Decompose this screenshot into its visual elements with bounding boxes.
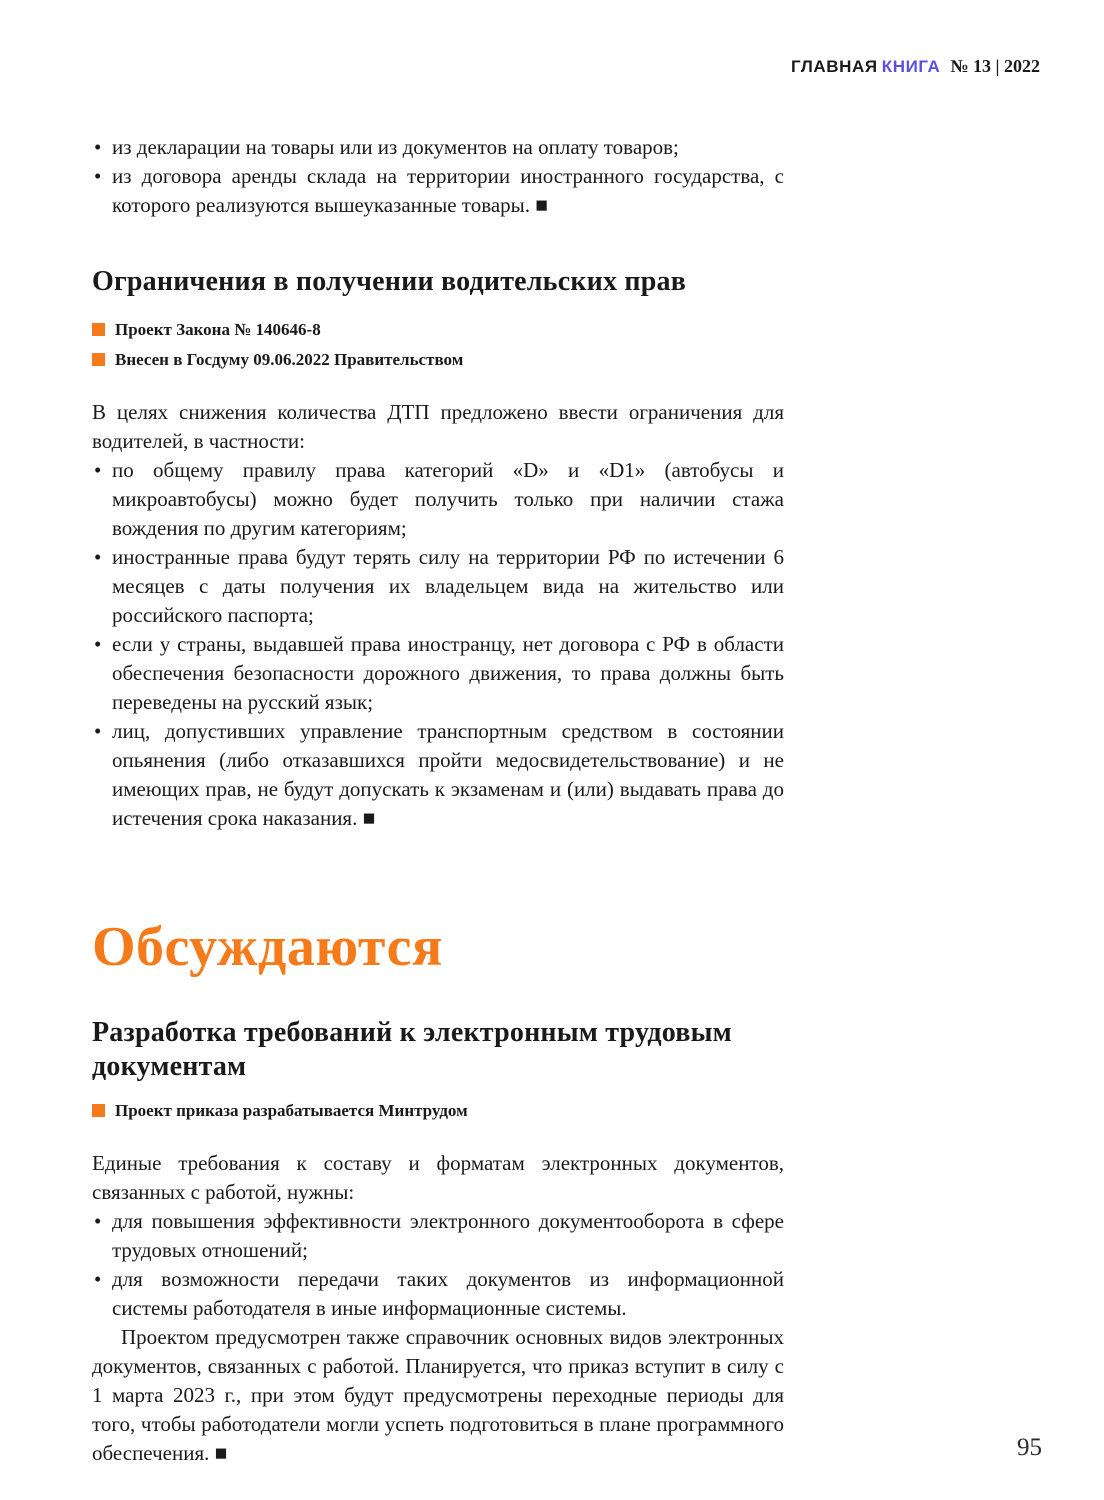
list-item [92, 456, 784, 543]
list-item-text: иностранные права будут терять силу на территории РФ по истечении 6 месяцев с даты получения их владельцем вида на жительство или российского паспорта; [112, 545, 784, 627]
meta-item-text: Проект Закона № 140646-8 [115, 320, 321, 339]
section-heading-discussed: Обсуждаются [92, 916, 443, 978]
meta-item [92, 1096, 784, 1126]
issue-number: № 13 | 2022 [950, 56, 1040, 76]
list-item [92, 543, 784, 630]
article-driver-license-limits [92, 265, 784, 833]
intro-bullet-list [92, 133, 784, 220]
article-electronic-labor-documents [92, 1016, 784, 1468]
bullet-icon: • [94, 135, 102, 159]
bullet-icon: • [94, 1209, 102, 1233]
magazine-title: ГЛАВНАЯ [791, 57, 878, 76]
bullet-icon: • [94, 545, 102, 569]
list-item [92, 162, 784, 220]
list-item-text: из декларации на товары или из документов на оплату товаров; [112, 135, 679, 159]
text-column [92, 133, 784, 1468]
article-paragraph: Проектом предусмотрен также справочник основных видов электронных документов, связанных с работой. Планируется, что приказ вступит в силу с 1 марта 2023 г., при этом будут предусмотрены переходные периоды для того, чтобы работодатели могли успеть подготовиться в плане программного обеспечения. ■ [92, 1325, 784, 1465]
article-bullet-list [92, 456, 784, 833]
bullet-icon: • [94, 632, 102, 656]
bullet-icon: • [94, 164, 102, 188]
list-item-text: для возможности передачи таких документов из информационной системы работодателя в иные информационные системы. [112, 1267, 784, 1320]
list-item-text: для повышения эффективности электронного документооборота в сфере трудовых отношений; [112, 1209, 784, 1262]
orange-square-icon [92, 323, 105, 336]
orange-square-icon [92, 1104, 105, 1117]
list-item-text: из договора аренды склада на территории иностранного государства, с которого реализуются вышеуказанные товары. ■ [112, 164, 784, 217]
list-item [92, 1207, 784, 1265]
list-item-text: по общему правилу права категорий «D» и «D1» (автобусы и микроавтобусы) можно будет получить только при наличии стажа вождения по другим категориям; [112, 458, 784, 540]
magazine-title-accent: КНИГА [881, 57, 941, 76]
meta-item [92, 345, 784, 375]
bullet-icon: • [94, 458, 102, 482]
meta-item [92, 315, 784, 345]
bullet-icon: • [94, 1267, 102, 1291]
meta-item-text: Внесен в Госдуму 09.06.2022 Правительством [115, 350, 464, 369]
list-item-text: если у страны, выдавшей права иностранцу, нет договора с РФ в области обеспечения безопасности дорожного движения, то права должны быть переведены на русский язык; [112, 632, 784, 714]
orange-square-icon [92, 353, 105, 366]
article-lead: Единые требования к составу и форматам электронных документов, связанных с работой, нужны: [92, 1151, 784, 1204]
page-header [791, 56, 1040, 77]
list-item [92, 133, 784, 162]
article-bullet-list [92, 1207, 784, 1323]
article-meta [92, 1096, 784, 1126]
list-item [92, 717, 784, 833]
list-item [92, 630, 784, 717]
page-number: 95 [1017, 1434, 1042, 1461]
article-meta [92, 315, 784, 375]
list-item [92, 1265, 784, 1323]
article-lead: В целях снижения количества ДТП предложено ввести ограничения для водителей, в частности: [92, 400, 784, 453]
article-title: Разработка требований к электронным трудовым документам [92, 1017, 732, 1082]
bullet-icon: • [94, 719, 102, 743]
list-item-text: лиц, допустивших управление транспортным средством в состоянии опьянения (либо отказавшихся пройти медосвидетельствование) и не имеющих прав, не будут допускать к экзаменам и (или) выдавать права до истечения срока наказания. ■ [112, 719, 784, 830]
article-title: Ограничения в получении водительских прав [92, 266, 687, 297]
meta-item-text: Проект приказа разрабатывается Минтрудом [115, 1101, 468, 1120]
